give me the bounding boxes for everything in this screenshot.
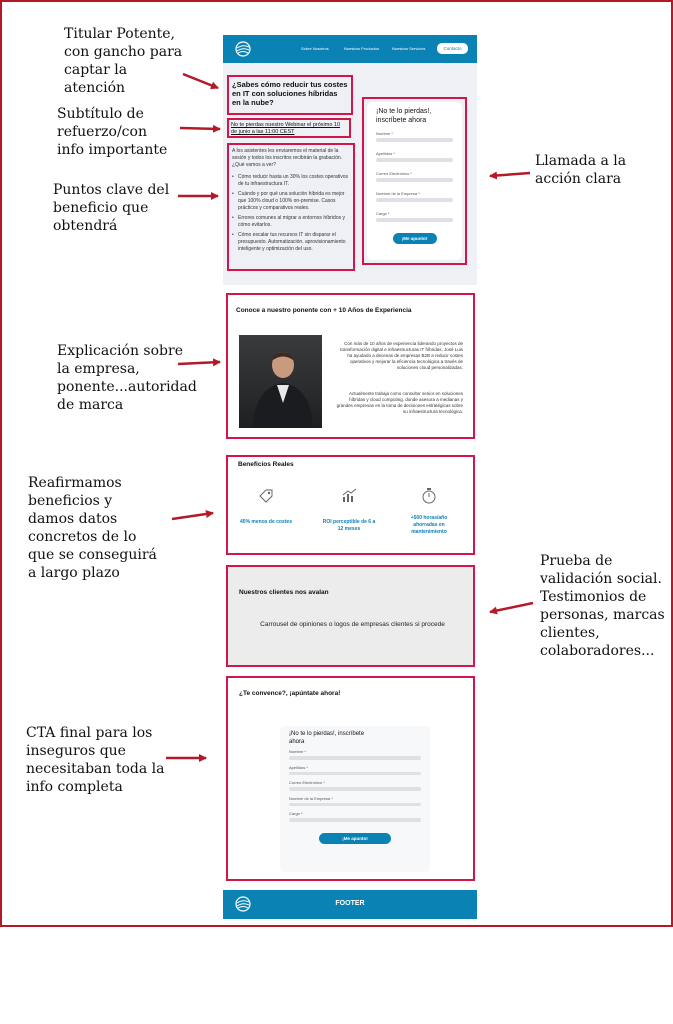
annotation-social-proof: Prueba de validación social. Testimonios de personas, marcas clientes, colaboradores... bbox=[540, 553, 665, 659]
arrow-title bbox=[183, 74, 218, 88]
price-tag-icon bbox=[257, 487, 275, 505]
benefit-label: ROI perceptible de 6 a 12 meses bbox=[322, 519, 376, 532]
hero-headline-box bbox=[227, 75, 353, 115]
form-submit-button[interactable]: ¡Me apunto! bbox=[393, 233, 437, 244]
annotation-cta: Llamada a la acción clara bbox=[535, 153, 627, 187]
form-label: Nombre de la Empresa * bbox=[376, 191, 420, 196]
stopwatch-icon bbox=[420, 487, 438, 505]
form-label: Apellidos * bbox=[376, 151, 395, 156]
speaker-bio-2: Actualmente trabaja como consultor senior en soluciones híbridas y cloud computing, donde asesora a medianas y grandes empresas en la toma de decisiones estratégicas sobre su infraestructura tecnológica. bbox=[336, 391, 463, 414]
form-label: Correo Electrónico * bbox=[289, 780, 325, 785]
hero-bullet: • Cuándo y por qué una solución híbrida es mejor que 100% cloud o 100% on-premise. Casos prácticos y comparativos reales. bbox=[232, 191, 350, 212]
person-silhouette-icon bbox=[239, 335, 322, 428]
speaker-title: Conoce a nuestro ponente con + 10 Años de Experiencia bbox=[236, 307, 412, 314]
form-title: ¡No te lo pierdas!, inscríbete ahora bbox=[289, 731, 365, 745]
hero-key-points-box bbox=[227, 143, 355, 271]
annotation-benefits: Reafirmamos beneficios y damos datos concretos de lo que se conseguirá a largo plazo bbox=[28, 475, 157, 581]
site-header bbox=[223, 35, 477, 63]
hero-subtitle[interactable]: No te pierdas nuestro Webinar el próximo 10 de junio a las 11:00 CEST bbox=[231, 122, 341, 135]
form-label: Cargo * bbox=[289, 811, 303, 816]
form-submit-button[interactable]: ¡Me apunto! bbox=[319, 833, 391, 844]
form-label: Correo Electrónico * bbox=[376, 171, 412, 176]
site-footer bbox=[223, 890, 477, 919]
hero-form-box bbox=[362, 97, 467, 265]
form-input-company[interactable] bbox=[289, 803, 421, 807]
hero-subtitle-box bbox=[227, 118, 351, 138]
speaker-photo bbox=[239, 335, 322, 428]
footer-label: FOOTER bbox=[335, 900, 365, 907]
annotation-title-hook: Titular Potente, con gancho para captar la atención bbox=[64, 26, 183, 96]
benefits-section bbox=[226, 455, 475, 555]
arrow-benefits bbox=[172, 513, 213, 519]
landing-page-mockup bbox=[223, 35, 477, 919]
form-input-role[interactable] bbox=[289, 818, 421, 822]
benefits-title: Beneficios Reales bbox=[238, 461, 294, 468]
logo-globe-icon bbox=[235, 41, 251, 57]
form-input-name[interactable] bbox=[376, 138, 453, 142]
form-input-role[interactable] bbox=[376, 218, 453, 222]
annotation-final-cta: CTA final para los inseguros que necesitaban toda la info completa bbox=[26, 725, 165, 795]
form-label: Apellidos * bbox=[289, 764, 308, 770]
final-cta-title: ¿Te convence?, ¡apúntate ahora! bbox=[239, 690, 341, 697]
form-input-name[interactable] bbox=[289, 756, 421, 760]
form-title: ¡No te lo pierdas!, inscríbete ahora bbox=[376, 108, 432, 124]
annotation-subtitle: Subtítulo de refuerzo/con info importante bbox=[57, 106, 168, 158]
social-proof-title: Nuestros clientes nos avalan bbox=[239, 589, 329, 596]
form-label: Cargo * bbox=[376, 211, 390, 216]
form-input-company[interactable] bbox=[376, 198, 453, 202]
benefit-label: 40% menos de costes bbox=[240, 519, 292, 525]
form-label: Nombre * bbox=[376, 131, 393, 136]
final-cta-section bbox=[226, 676, 475, 881]
arrow-subtitle bbox=[180, 128, 220, 129]
hero-bullet: • Cómo reducir hasta un 30% los costes operativos de tu infraestructura IT. bbox=[232, 174, 350, 188]
hero-intro: A los asistentes les enviaremos el material de la sesión y todos los inscritos recibirán la grabación. ¿Qué vamos a ver? bbox=[232, 148, 343, 168]
hero-form-card bbox=[367, 102, 462, 260]
form-input-surname[interactable] bbox=[289, 772, 421, 776]
form-input-email[interactable] bbox=[376, 178, 453, 182]
speaker-section bbox=[226, 293, 475, 439]
nav-item-about[interactable]: Sobre Nosotros bbox=[301, 46, 329, 51]
hero-bullet: • Cómo escalar tus recursos IT sin disparar el presupuesto. Automatización, aprovisionamiento inteligente y optimización del uso. bbox=[232, 232, 350, 253]
social-proof-section bbox=[226, 565, 475, 667]
arrow-cta bbox=[490, 173, 530, 176]
arrow-social-proof bbox=[490, 603, 533, 612]
benefit-item bbox=[322, 487, 376, 533]
contact-button[interactable]: Contacto bbox=[437, 43, 468, 54]
growth-chart-icon bbox=[340, 487, 358, 505]
final-form-card bbox=[280, 726, 430, 872]
annotation-key-points: Puntos clave del beneficio que obtendrá bbox=[53, 182, 170, 234]
form-label: Nombre * bbox=[289, 749, 306, 754]
benefit-label: +500 horas/año ahorradas en mantenimiento bbox=[410, 515, 448, 535]
nav-item-services[interactable]: Nuestros Servicios bbox=[392, 46, 426, 51]
hero-headline: ¿Sabes cómo reducir tus costes en IT con soluciones híbridas en la nube? bbox=[232, 80, 348, 107]
benefit-item bbox=[400, 487, 458, 536]
form-input-surname[interactable] bbox=[376, 158, 453, 162]
social-proof-text: Carrousel de opiniones o logos de empresas clientes si procede bbox=[260, 621, 445, 628]
form-label: Nombre de la Empresa * bbox=[289, 795, 333, 801]
speaker-bio-1: Con más de 10 años de experiencia liderando proyectos de transformación digital e infraestructuras IT híbridas, José Luis ha ayudado a decenas de empresas B2B a reducir costes operativos y mejorar la eficiencia tecnológica a través de soluciones cloud personalizadas. bbox=[340, 341, 463, 370]
benefit-item bbox=[240, 487, 292, 526]
hero-bullet: • Errores comunes al migrar a entornos híbridos y cómo evitarlos. bbox=[232, 215, 350, 229]
annotation-authority: Explicación sobre la empresa, ponente...autoridad de marca bbox=[57, 343, 197, 413]
form-input-email[interactable] bbox=[289, 787, 421, 791]
arrow-authority bbox=[178, 362, 220, 364]
nav-item-products[interactable]: Nuestros Productos bbox=[344, 46, 380, 51]
